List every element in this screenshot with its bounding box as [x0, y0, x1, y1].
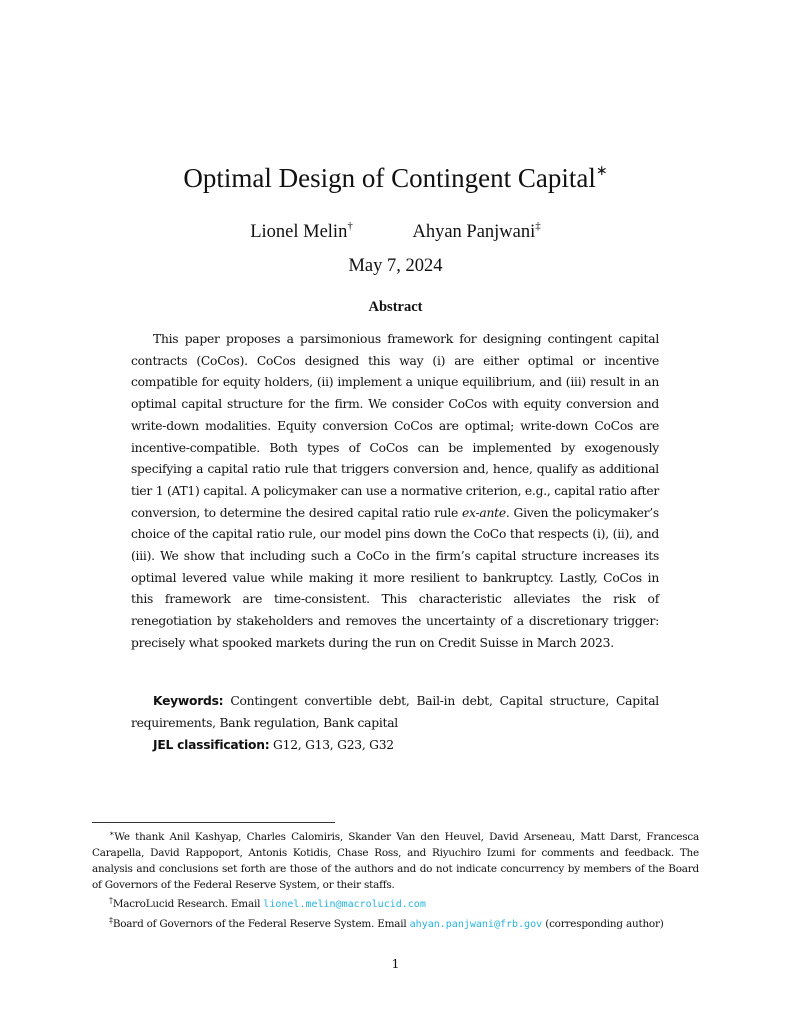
footnote-2-marker: † [109, 896, 113, 905]
title-footnote-marker[interactable]: ∗ [595, 164, 608, 179]
footnote-3-marker: ‡ [109, 916, 113, 925]
footnote-divider [92, 822, 335, 823]
jel-label: JEL classification: [153, 738, 270, 752]
abstract-text-part-1: This paper proposes a parsimonious framework for designing contingent capital contracts (CoCos). CoCos designed this way (i) are either optimal or incentive compatible for equity holders, (ii) implement a unique equilibrium, and (iii) result in an optimal capital structure for the firm. We consider CoCos with equity conversion and write-down modalities. Equity conversion CoCos are optimal; write-down CoCos are incentive-compatible. Both types of CoCos can be implemented by exogenously specifying a capital ratio rule that triggers conversion and, hence, qualify as additional tier 1 (AT1) capital. A policymaker can use a normative criterion, e.g., capital ratio after conversion, to determine the desired capital ratio rule [131, 332, 659, 520]
footnotes [92, 826, 699, 933]
author-2 [412, 214, 540, 244]
jel-classification [153, 735, 659, 757]
author-1-email-link[interactable]: lionel.melin@macrolucid.com [263, 899, 426, 910]
abstract-italic-term: ex-ante [462, 505, 506, 520]
jel-codes: G12, G13, G23, G32 [273, 738, 394, 752]
author-1 [250, 214, 353, 244]
author-list [0, 214, 791, 244]
footnote-author-1 [92, 893, 699, 913]
paper-title [0, 155, 791, 195]
footnote-author-2 [92, 913, 699, 933]
abstract-text-part-2: . Given the policymaker’s choice of the capital ratio rule, our model pins down the CoCo that respects (i), (ii), and (iii). We show that including such a CoCo in the firm’s capital structure increases its optimal levered value while making it more resilient to bankruptcy. Lastly, CoCos in this framework are time-consistent. This characteristic alleviates the risk of renegotiation by stakeholders and removes the uncertainty of a discretionary trigger: precisely what spooked markets during the run on Credit Suisse in March 2023. [131, 505, 659, 650]
footnote-3-text: Board of Governors of the Federal Reserve System. Email [112, 918, 410, 930]
author-1-name: Lionel Melin [250, 222, 348, 242]
author-2-name: Ahyan Panjwani [412, 222, 536, 242]
author-2-email-link[interactable]: ahyan.panjwani@frb.gov [409, 919, 543, 930]
author-2-footnote-marker[interactable]: ‡ [535, 220, 541, 232]
keywords-text: Contingent convertible debt, Bail-in debt, Capital structure, Capital requirements, Bank regulation, Bank capital [131, 694, 659, 730]
page-number: 1 [391, 956, 400, 971]
paper-date: May 7, 2024 [348, 256, 443, 276]
paper-title-text: Optimal Design of Contingent Capital [183, 163, 596, 193]
abstract-heading: Abstract [368, 299, 423, 315]
footnote-2-text: MacroLucid Research. Email [112, 898, 264, 910]
keywords-label: Keywords: [153, 694, 224, 708]
abstract-body [131, 329, 659, 655]
keywords [131, 691, 659, 734]
footnote-1-marker: ∗ [109, 829, 115, 838]
footnote-3-suffix: (corresponding author) [542, 918, 664, 930]
footnote-acknowledgements [92, 826, 699, 893]
footnote-1-text: We thank Anil Kashyap, Charles Calomiris, Skander Van den Heuvel, David Arseneau, Matt Darst, Francesca Carapella, David Rappoport, Antonis Kotidis, Chase Ross, and Riyuchiro Izumi for comments and feedback. The analysis and conclusions set forth are those of the authors and do not indicate concurrency by members of the Board of Governors of the Federal Reserve System, or their staffs. [92, 831, 699, 891]
author-1-footnote-marker[interactable]: † [347, 220, 353, 232]
